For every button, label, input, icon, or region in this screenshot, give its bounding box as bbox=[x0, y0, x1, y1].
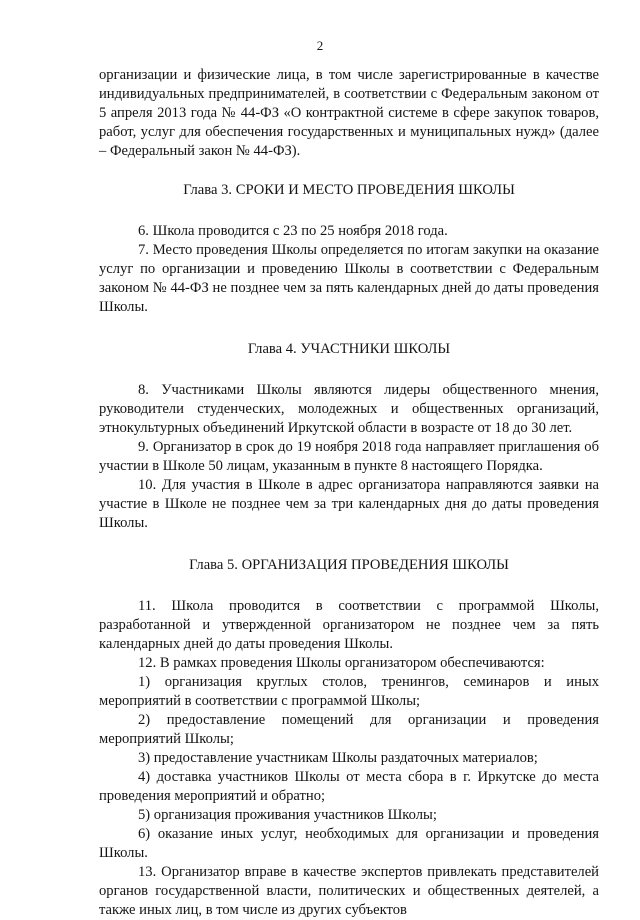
intro-paragraph: организации и физические лица, в том числе зарегистрированные в качестве индивидуальных предпринимателей, в соответствии с Федеральным законом от 5 апреля 2013 года № 44-ФЗ «О контрактной системе в сфере закупок товаров, работ, услуг для обеспечения государственных и муниципальных нужд» (далее – Федеральный закон № 44-ФЗ). bbox=[99, 67, 599, 159]
list-item-5: 5) организация проживания участников Школы; bbox=[138, 807, 437, 823]
paragraph-8: 8. Участниками Школы являются лидеры общественного мнения, руководители студенческих, молодежных и общественных организаций, этнокультурных объединений Иркутской области в возрасте от 18 до 30 лет. bbox=[99, 382, 599, 436]
paragraph-12: 12. В рамках проведения Школы организатором обеспечиваются: bbox=[138, 655, 545, 671]
list-item-1: 1) организация круглых столов, тренингов, семинаров и иных мероприятий в соответствии с программой Школы; bbox=[99, 674, 599, 709]
paragraph-13: 13. Организатор вправе в качестве экспертов привлекать представителей органов государственной власти, политических и общественных деятелей, а также иных лиц, в том числе из других субъектов bbox=[99, 864, 599, 918]
chapter-3-title: Глава 3. СРОКИ И МЕСТО ПРОВЕДЕНИЯ ШКОЛЫ bbox=[183, 182, 515, 198]
paragraph-11: 11. Школа проводится в соответствии с программой Школы, разработанной и утвержденной организатором не позднее чем за пять календарных дней до даты проведения Школы. bbox=[99, 598, 599, 652]
list-item-4: 4) доставка участников Школы от места сбора в г. Иркутске до места проведения мероприятий и обратно; bbox=[99, 769, 599, 804]
list-item-6: 6) оказание иных услуг, необходимых для организации и проведения Школы. bbox=[99, 826, 599, 861]
chapter-4-title: Глава 4. УЧАСТНИКИ ШКОЛЫ bbox=[247, 341, 451, 357]
paragraph-10: 10. Для участия в Школе в адрес организатора направляются заявки на участие в Школе не позднее чем за три календарных дня до даты проведения Школы. bbox=[99, 477, 599, 531]
chapter-5-title: Глава 5. ОРГАНИЗАЦИЯ ПРОВЕДЕНИЯ ШКОЛЫ bbox=[189, 557, 509, 573]
paragraph-7: 7. Место проведения Школы определяется по итогам закупки на оказание услуг по организации и проведению Школы в соответствии с Федеральным законом № 44-ФЗ не позднее чем за пять календарных дней до даты проведения Школы. bbox=[99, 242, 599, 315]
paragraph-9: 9. Организатор в срок до 19 ноября 2018 года направляет приглашения об участии в Школе 50 лицам, указанным в пункте 8 настоящего Порядка. bbox=[99, 439, 599, 474]
paragraph-6: 6. Школа проводится с 23 по 25 ноября 2018 года. bbox=[138, 223, 448, 239]
page-number: 2 bbox=[316, 38, 324, 53]
list-item-3: 3) предоставление участникам Школы раздаточных материалов; bbox=[138, 750, 538, 766]
document-body bbox=[99, 66, 599, 920]
list-item-2: 2) предоставление помещений для организации и проведения мероприятий Школы; bbox=[99, 712, 599, 747]
